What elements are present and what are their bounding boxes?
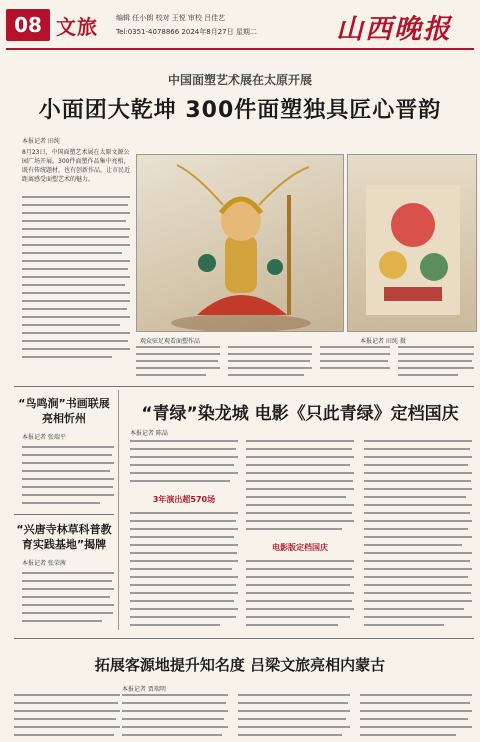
brief-1-byline: 本报记者 张瑞平 xyxy=(22,434,66,441)
page-number-badge: 08 xyxy=(6,9,50,41)
bottom-byline: 本报记者 贾瑞明 xyxy=(122,686,166,693)
lead-headline: 小面团大乾坤 300件面塑独具匠心晋韵 xyxy=(38,98,442,123)
brief-2-byline: 本报记者 张荣茜 xyxy=(22,560,66,567)
editor-info: 编辑 任小朗 校对 王悦 审校 吕佳艺 xyxy=(116,14,226,22)
lead-photo-side xyxy=(347,154,477,332)
masthead-rule xyxy=(6,48,474,50)
contact-date-info: Tel:0351-4078866 2024年8月27日 星期二 xyxy=(116,28,257,36)
newspaper-logo: 山西晚报 xyxy=(336,13,452,45)
lead-photo-main xyxy=(136,154,344,332)
lead-kicker: 中国面塑艺术展在太原开展 xyxy=(167,73,312,87)
column-divider-left xyxy=(118,390,119,630)
brief-2-headline: “兴唐寺林草科普教育实践基地”揭牌 xyxy=(16,523,112,551)
dough-figure-illustration xyxy=(348,155,477,332)
monkey-king-sculpture-illustration xyxy=(137,155,344,332)
brief-1-headline: “鸟鸣涧”书画联展亮相忻州 xyxy=(18,397,110,425)
lead-byline: 本报记者 田纯 xyxy=(22,138,60,145)
section-name: 文旅 xyxy=(56,15,98,39)
qingjing-subhead-2: 电影版定档国庆 xyxy=(272,543,328,552)
lead-photo-side-caption: 本报记者 田纯 摄 xyxy=(360,338,406,345)
section-divider-2 xyxy=(14,638,474,639)
qingjing-subhead-1: 3年演出超570场 xyxy=(152,495,216,504)
lead-lede: 8月23日，中国面塑艺术展在太原文源公园广场开展。300件面塑作品集中亮相，既有传统题材，也有创新作品，让市民近距离感受面塑艺术的魅力。 xyxy=(22,149,131,183)
lead-photo-main-caption: 观众驻足观看面塑作品 xyxy=(140,338,201,345)
qingjing-byline: 本报记者 陈晶 xyxy=(130,430,168,437)
section-divider-1 xyxy=(14,386,474,387)
qingjing-headline: “青绿”染龙城 电影《只此青绿》定档国庆 xyxy=(141,404,459,424)
bottom-headline: 拓展客源地提升知名度 吕梁文旅亮相内蒙古 xyxy=(94,656,386,674)
brief-divider xyxy=(14,514,114,515)
